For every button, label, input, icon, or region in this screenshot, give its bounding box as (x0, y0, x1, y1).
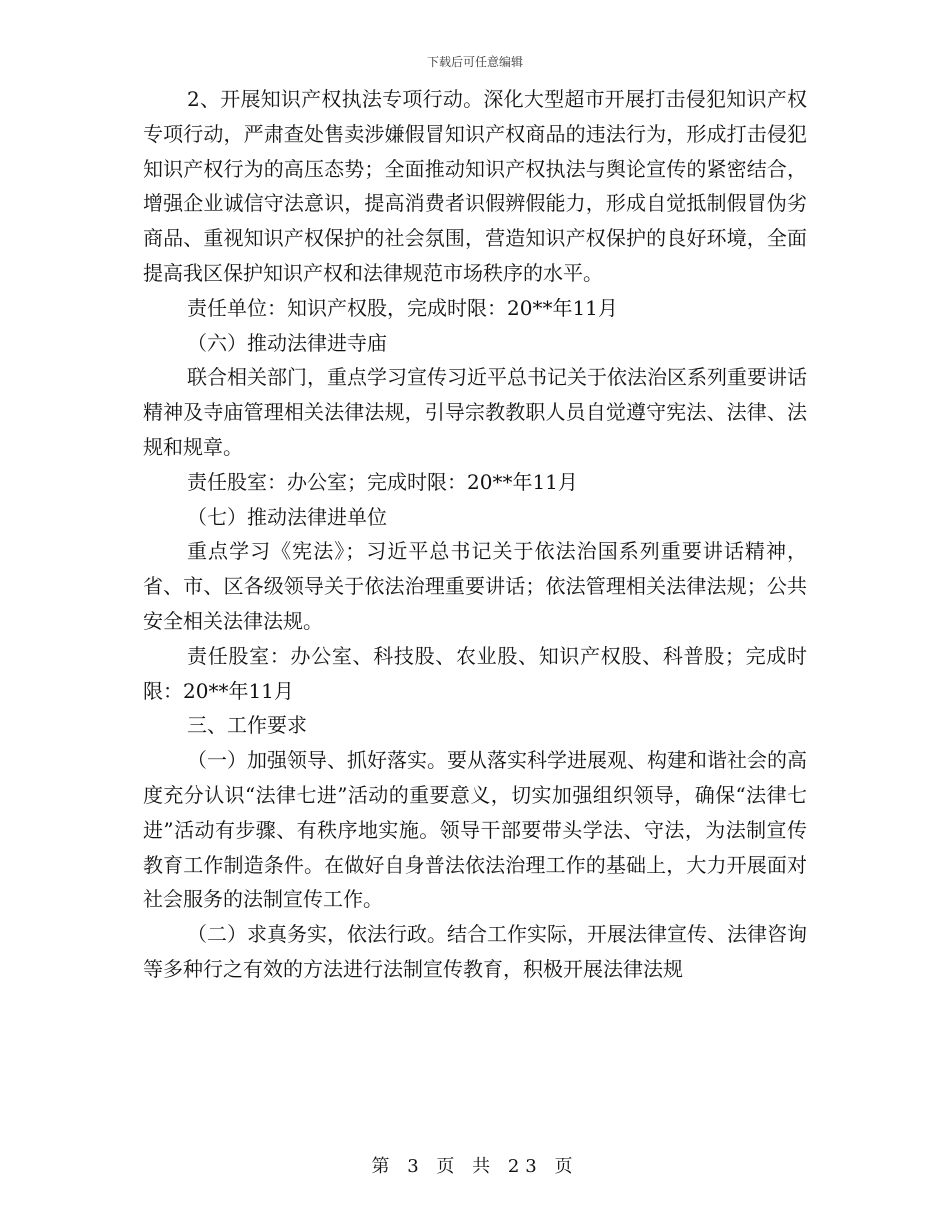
paragraph-responsibility-office: 责任股室：办公室；完成时限：20**年11月 (187, 469, 578, 494)
section-heading-temples: （六）推动法律进寺庙 (187, 330, 387, 355)
page-header-note: 下载后可任意编辑 (426, 55, 523, 69)
document-body (143, 82, 807, 987)
page-number-footer: 第 3 页 共 23 页 (371, 1156, 579, 1177)
paragraph-administration: （二）求真务实，依法行政。结合工作实际，开展法律宣传、法律咨询等多种行之有效的方法进行法制宣传教育，积极开展法律法规 (143, 922, 807, 981)
paragraph-leadership: （一）加强领导、抓好落实。要从落实科学进展观、构建和谐社会的高度充分认识“法律七进”活动的重要意义，切实加强组织领导，确保“法律七进”活动有步骤、有秩序地实施。领导干部要带头学法、守法，为法制宣传教育工作制造条件。在做好自身普法依法治理工作的基础上，大力开展面对社会服务的法制宣传工作。 (143, 748, 807, 912)
paragraph-responsibility-ip: 责任单位：知识产权股，完成时限：20**年11月 (187, 295, 618, 320)
paragraph-responsibility-departments: 责任股室：办公室、科技股、农业股、知识产权股、科普股；完成时限：20**年11月 (143, 643, 807, 703)
section-heading-work-requirements: 三、工作要求 (187, 713, 307, 738)
paragraph-temples: 联合相关部门，重点学习宣传习近平总书记关于依法治区系列重要讲话精神及寺庙管理相关法律法规，引导宗教教职人员自觉遵守宪法、法律、法规和规章。 (143, 365, 807, 459)
paragraph-units: 重点学习《宪法》；习近平总书记关于依法治国系列重要讲话精神，省、市、区各级领导关于依法治理重要讲话；依法管理相关法律法规；公共安全相关法律法规。 (143, 539, 807, 633)
section-heading-units: （七）推动法律进单位 (187, 504, 387, 529)
paragraph-ip-enforcement: 2、开展知识产权执法专项行动。深化大型超市开展打击侵犯知识产权专项行动，严肃查处售卖涉嫌假冒知识产权商品的违法行为，形成打击侵犯知识产权行为的高压态势；全面推动知识产权执法与舆论宣传的紧密结合，增强企业诚信守法意识，提高消费者识假辨假能力，形成自觉抵制假冒伪劣商品、重视知识产权保护的社会氛围，营造知识产权保护的良好环境，全面提高我区保护知识产权和法律规范市场秩序的水平。 (143, 87, 807, 285)
